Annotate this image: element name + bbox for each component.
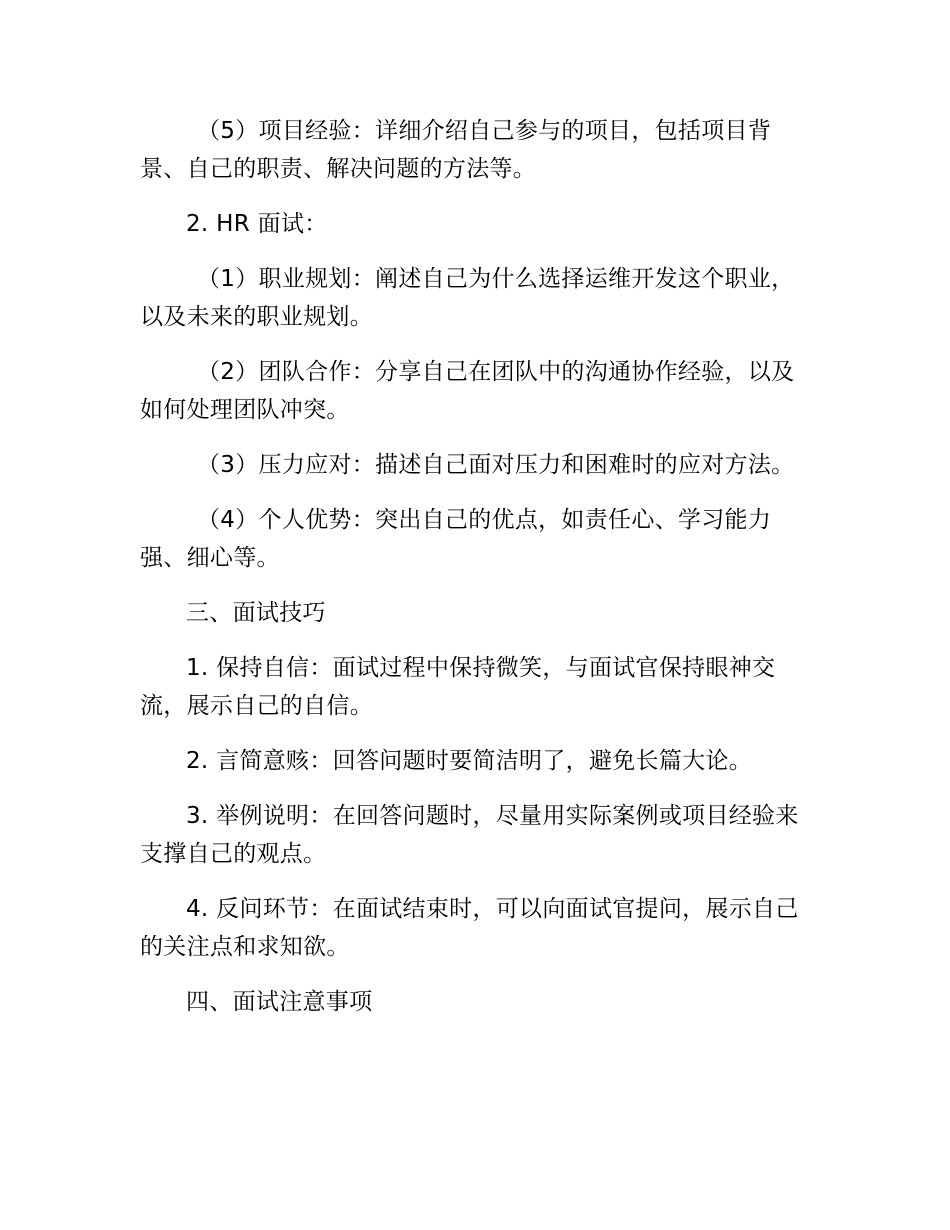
paragraph-stay-confident: 1. 保持自信：面试过程中保持微笑，与面试官保持眼神交流，展示自己的自信。 [140,655,776,719]
paragraph-personal-strengths: （4）个人优势：突出自己的优点，如责任心、学习能力强、细心等。 [140,507,772,571]
heading-interview-tips: 三、面试技巧 [186,600,326,626]
document-body [140,112,812,1038]
heading-hr-interview: 2. HR 面试： [186,211,328,237]
paragraph-teamwork: （2）团队合作：分享自己在团队中的沟通协作经验，以及如何处理团队冲突。 [140,359,795,423]
paragraph-pressure-handling: （3）压力应对：描述自己面对压力和困难时的应对方法。 [197,452,795,478]
paragraph-ask-questions: 4. 反问环节：在面试结束时，可以向面试官提问，展示自己的关注点和求知欲。 [140,896,799,960]
paragraph-project-experience: （5）项目经验：详细介绍自己参与的项目，包括项目背景、自己的职责、解决问题的方法等。 [140,118,772,182]
heading-interview-notes: 四、面试注意事项 [186,989,373,1015]
paragraph-be-concise: 2. 言简意赅：回答问题时要简洁明了，避免长篇大论。 [186,748,753,774]
paragraph-give-examples: 3. 举例说明：在回答问题时，尽量用实际案例或项目经验来支撑自己的观点。 [140,803,799,867]
paragraph-career-planning: （1）职业规划：阐述自己为什么选择运维开发这个职业，以及未来的职业规划。 [140,266,795,330]
